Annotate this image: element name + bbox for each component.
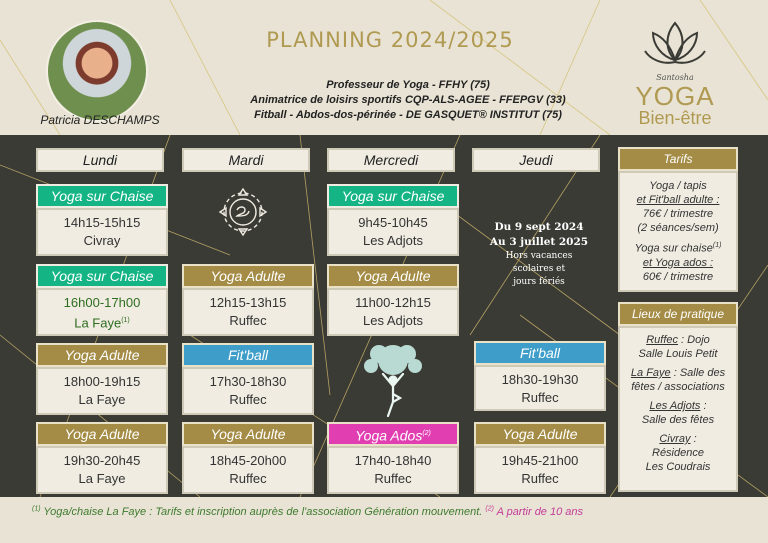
lieu-town: Civray xyxy=(659,433,691,445)
class-place: La Faye xyxy=(78,471,126,486)
season-dates xyxy=(474,220,604,289)
class-place: Ruffec xyxy=(521,471,559,486)
class-title: Yoga Adulte xyxy=(182,264,314,288)
credential-line: Professeur de Yoga - FFHY (75) xyxy=(326,79,490,91)
lieu-desc: Salle des fêtes xyxy=(641,414,715,426)
tarif-price: 60€ / trimestre xyxy=(642,270,714,283)
footer xyxy=(0,497,768,543)
class-place: Ruffec xyxy=(229,392,267,407)
om-mandala-icon xyxy=(212,186,274,238)
lieu-civray xyxy=(620,432,736,446)
class-details xyxy=(474,446,606,494)
logo-yoga: YOGA xyxy=(635,81,715,111)
class-details xyxy=(36,288,168,336)
tree-yoga-pose-icon xyxy=(355,340,431,418)
class-time: 18h30-19h30 xyxy=(501,372,579,387)
class-time: 16h00-17h00 xyxy=(63,295,141,310)
tarifs-panel xyxy=(618,171,738,292)
page-title: PLANNING 2024/2025 xyxy=(266,28,514,52)
footnote-2-text: A partir de 10 ans xyxy=(493,505,584,518)
footnote-ref: (1) xyxy=(712,242,722,249)
class-title: Yoga Adulte xyxy=(182,422,314,446)
class-place: Ruffec xyxy=(229,313,267,328)
lieu-desc: Les Coudrais xyxy=(645,461,711,473)
class-place: La Faye xyxy=(78,392,126,407)
class-details xyxy=(36,208,168,256)
lieu-les-adjots xyxy=(620,399,736,413)
day-header-mardi: Mardi xyxy=(182,148,310,172)
class-place: Civray xyxy=(83,233,121,248)
lieu-desc: Salle Louis Petit xyxy=(638,348,718,360)
class-time: 17h30-18h30 xyxy=(209,374,287,389)
lieu-town: Les Adjots xyxy=(649,400,701,412)
class-title-line xyxy=(327,422,459,446)
credentials xyxy=(238,78,578,123)
tarif-line: (2 séances/sem) xyxy=(637,222,719,234)
class-details xyxy=(327,208,459,256)
dates-note: Hors vacances xyxy=(505,251,573,261)
footnote-1 xyxy=(32,506,482,518)
lieu-desc: : Salle des xyxy=(670,367,726,379)
class-details xyxy=(327,446,459,494)
lieu-town: La Faye xyxy=(630,367,671,379)
class-title: Yoga Adulte xyxy=(474,422,606,446)
dates-note: scolaires et xyxy=(512,264,566,274)
tarif-line: Yoga / tapis xyxy=(649,180,707,192)
footnote-1-text: Yoga/chaise La Faye : Tarifs et inscription auprès de l'association Génération mouvement. xyxy=(40,505,483,518)
footnote-2-marker: (2) xyxy=(485,505,494,512)
credential-line: Animatrice de loisirs sportifs CQP-ALS-AGEE - FFEPGV (33) xyxy=(250,94,566,106)
lieu-desc: : xyxy=(700,400,707,412)
lieu-desc: Résidence xyxy=(652,447,704,459)
tarifs-header: Tarifs xyxy=(618,147,738,171)
credential-line: Fitball - Abdos-dos-périnée - DE GASQUET® INSTITUT (75) xyxy=(254,109,562,121)
class-place: Les Adjots xyxy=(363,313,423,328)
class-title: Yoga sur Chaise xyxy=(327,184,459,208)
class-time: 11h00-12h15 xyxy=(355,295,431,310)
class-time: 18h00-19h15 xyxy=(63,374,141,389)
class-title: Fit'ball xyxy=(182,343,314,367)
dates-note: jours fériés xyxy=(513,277,565,287)
day-header-mercredi: Mercredi xyxy=(327,148,455,172)
class-title: Yoga Adulte xyxy=(36,422,168,446)
santosha-logo xyxy=(620,15,730,130)
class-place: Ruffec xyxy=(229,471,267,486)
lieu-desc: fêtes / associations xyxy=(631,381,725,393)
lieu-la-faye xyxy=(620,366,736,380)
dates-start: Du 9 sept 2024 xyxy=(494,221,584,233)
lieu-desc: : xyxy=(690,433,697,445)
class-time: 17h40-18h40 xyxy=(354,453,432,468)
class-place: La Faye xyxy=(74,315,122,331)
class-details xyxy=(182,446,314,494)
tarif-line: Yoga sur chaise xyxy=(634,242,713,255)
class-time: 12h15-13h15 xyxy=(209,295,287,310)
lieu-desc: : Dojo xyxy=(678,334,710,346)
class-time: 19h30-20h45 xyxy=(63,453,141,468)
footnote-2 xyxy=(485,506,583,518)
class-details xyxy=(36,446,168,494)
class-time: 19h45-21h00 xyxy=(501,453,579,468)
class-time: 18h45-20h00 xyxy=(209,453,287,468)
footnotes xyxy=(32,505,583,518)
class-details xyxy=(182,288,314,336)
class-details xyxy=(327,288,459,336)
lotus-logo-icon xyxy=(620,15,730,75)
teacher-name: Patricia DESCHAMPS xyxy=(40,113,160,127)
dates-end: Au 3 juillet 2025 xyxy=(489,236,589,248)
class-title: Yoga Adulte xyxy=(36,343,168,367)
tarif-price: 76€ / trimestre xyxy=(642,208,714,220)
tarif-line: et Fit'ball adulte : xyxy=(636,194,720,206)
lieu-ruffec xyxy=(620,333,736,347)
class-place: Ruffec xyxy=(521,390,559,405)
class-place-line xyxy=(38,312,166,332)
day-header-jeudi: Jeudi xyxy=(472,148,600,172)
class-time: 9h45-10h45 xyxy=(358,215,428,230)
class-title: Yoga sur Chaise xyxy=(36,264,168,288)
footnote-1-marker: (1) xyxy=(32,505,41,512)
class-title: Yoga sur Chaise xyxy=(36,184,168,208)
lieux-panel xyxy=(618,326,738,492)
class-title: Yoga Adulte xyxy=(327,264,459,288)
class-details xyxy=(182,367,314,415)
logo-bien-etre: Bien-être xyxy=(638,108,712,128)
class-time: 14h15-15h15 xyxy=(63,215,141,230)
logo-script: Santosha xyxy=(656,73,694,82)
class-title: Fit'ball xyxy=(474,341,606,365)
tarif-line: et Yoga ados : xyxy=(642,256,714,269)
footnote-ref: (2) xyxy=(422,430,431,437)
lieu-town: Ruffec xyxy=(646,334,678,346)
day-header-lundi: Lundi xyxy=(36,148,164,172)
lieux-header: Lieux de pratique xyxy=(618,302,738,326)
class-details xyxy=(36,367,168,415)
tarif-line-wrap xyxy=(620,239,736,256)
class-place: Les Adjots xyxy=(363,233,423,248)
class-place: Ruffec xyxy=(374,471,412,486)
footnote-ref: (1) xyxy=(121,317,130,324)
class-details xyxy=(474,365,606,411)
teacher-photo xyxy=(48,22,146,120)
class-title: Yoga Ados xyxy=(355,427,423,444)
